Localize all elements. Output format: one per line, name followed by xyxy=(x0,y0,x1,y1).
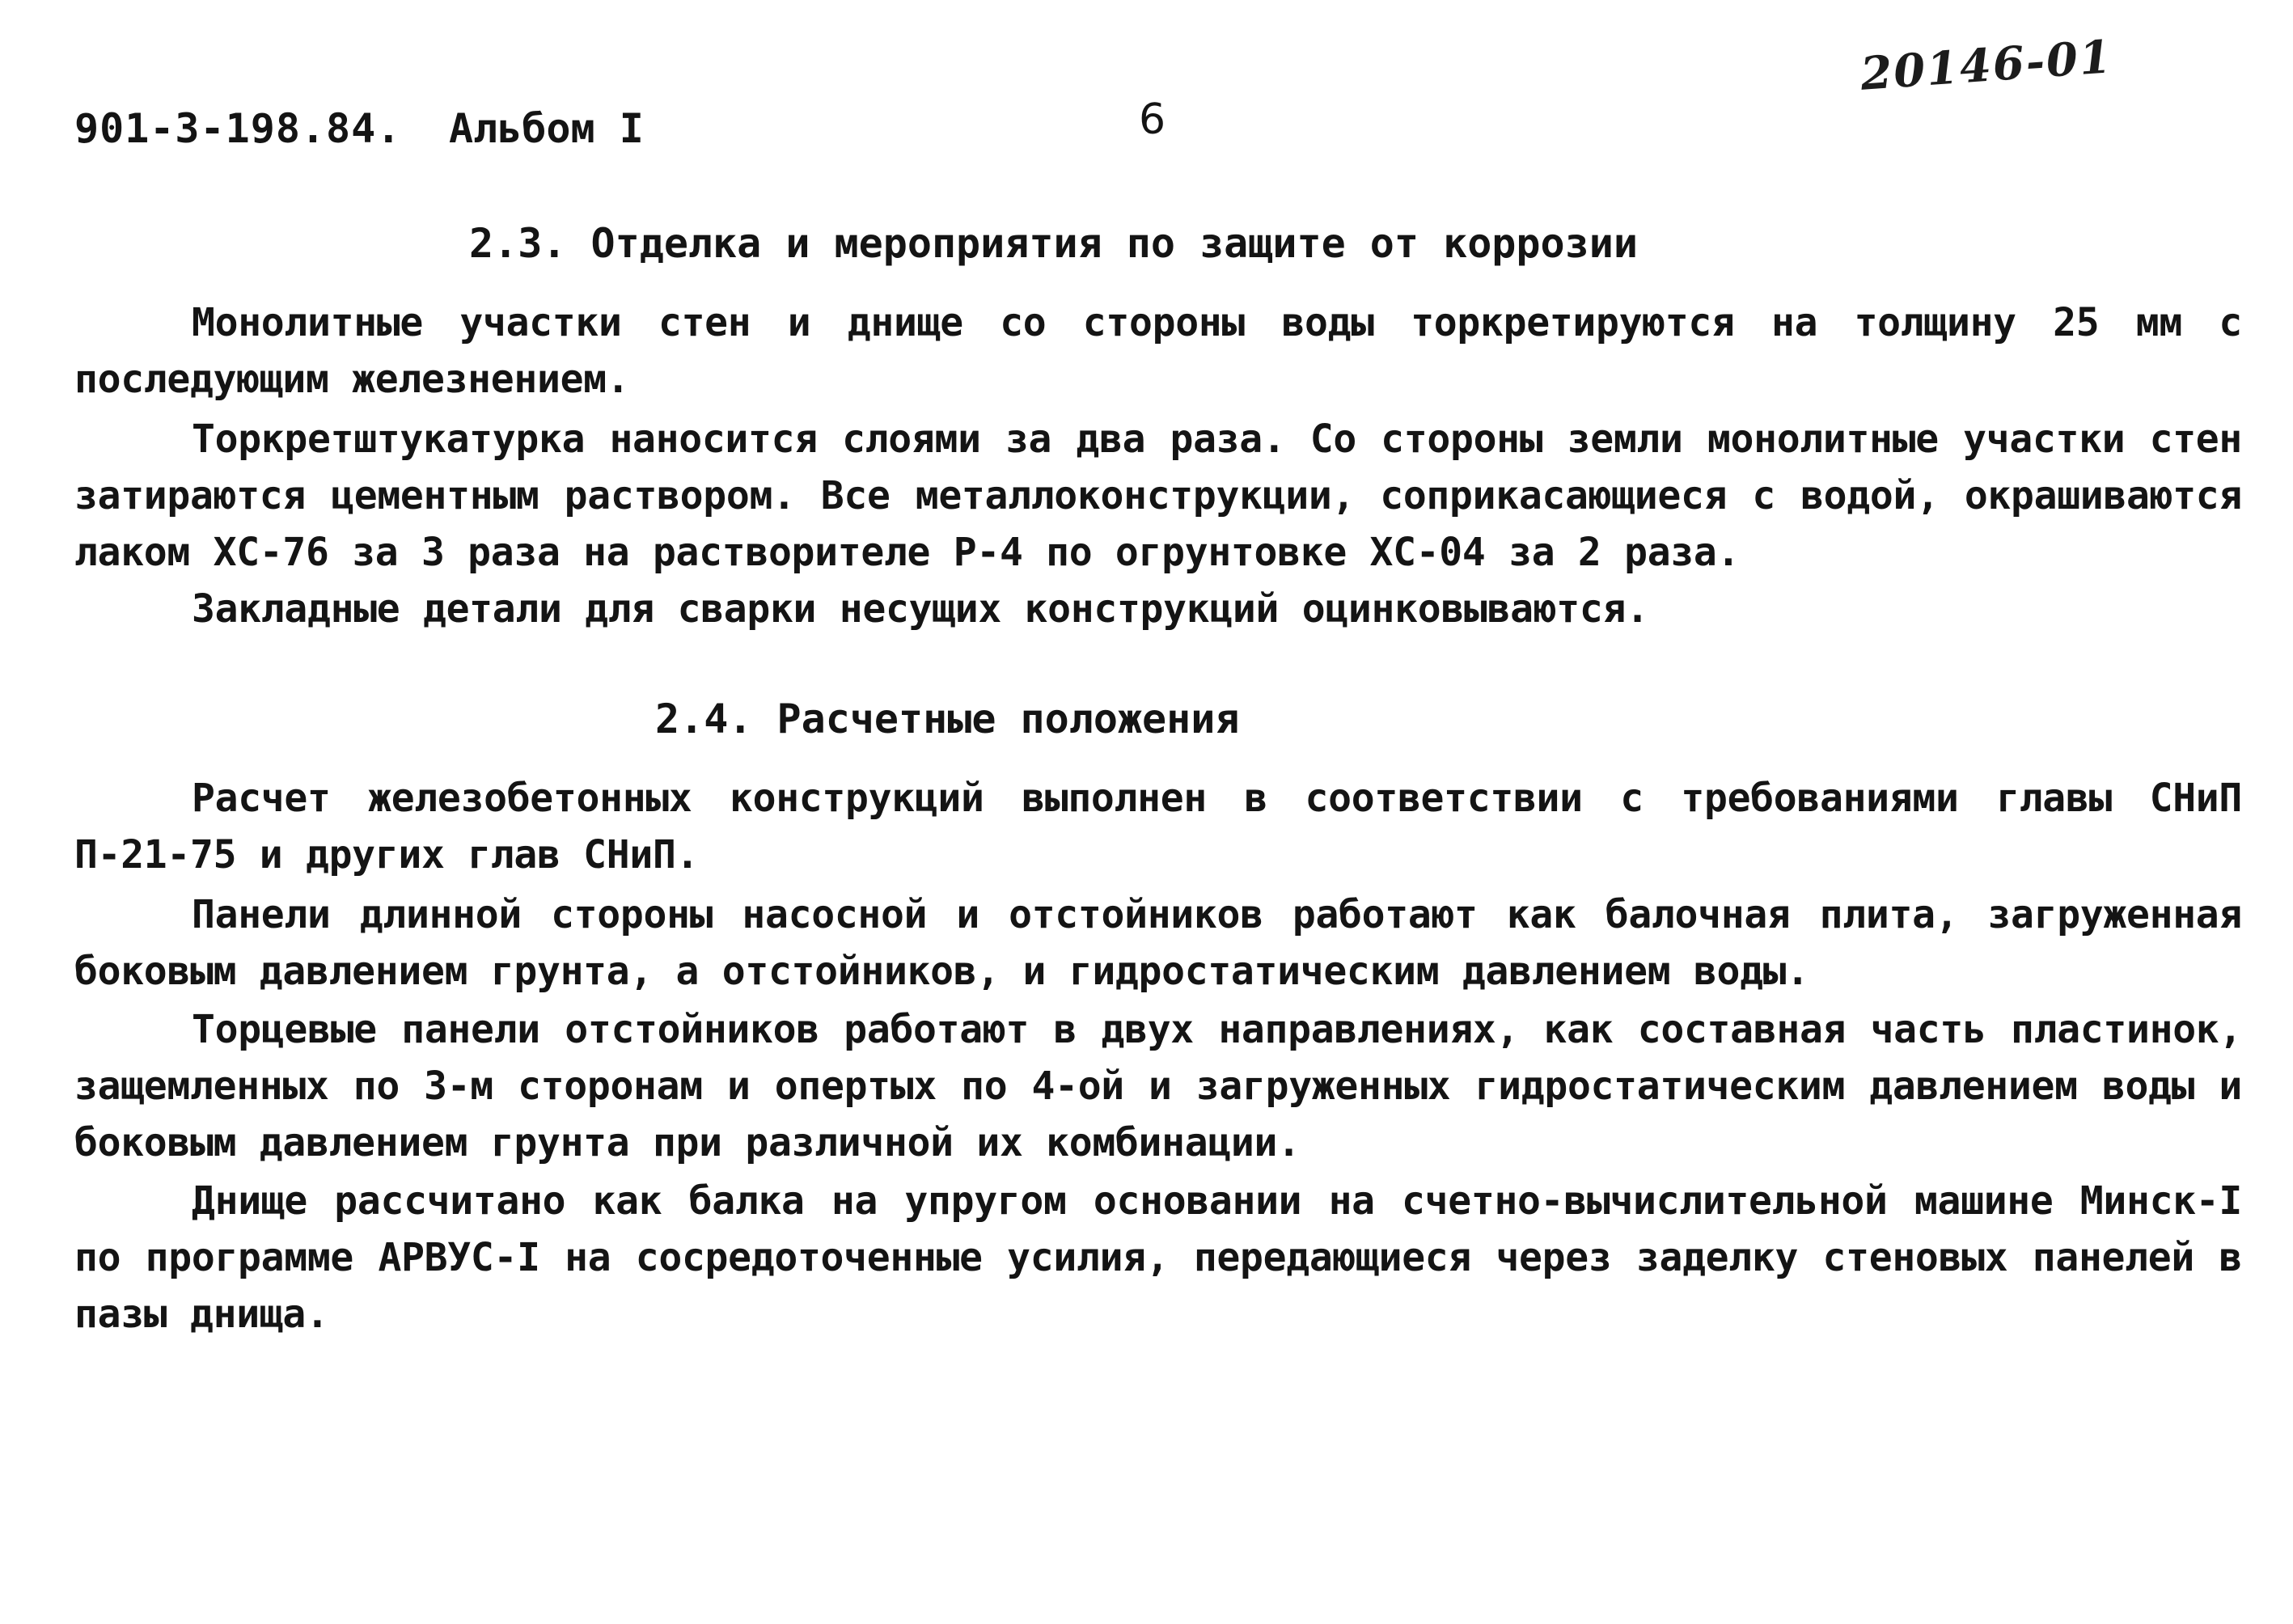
paragraph: Расчет железобетонных конструкций выполнен в соответствии с требованиями главы СНиП П-21-75 и других глав СНиП. xyxy=(74,776,2242,878)
paragraph: Торцевые панели отстойников работают в двух направлениях, как составная часть пластинок, защемленных по 3-м сторонам и опертых по 4-ой и загруженных гидростатическим давлением воды и боковым давлением грунта при различной их комбинации. xyxy=(74,1007,2242,1165)
section-heading-calculation: 2.4. Расчетные положения xyxy=(655,696,1240,742)
paragraph: Закладные детали для сварки несущих конструкций оцинковываются. xyxy=(192,586,1649,632)
paragraph: Днище рассчитано как балка на упругом основании на счетно-вычислительной машине Минск-I по программе АРВУС-I на сосредоточенные усилия, передающиеся через заделку стеновых панелей в пазы днища. xyxy=(74,1178,2242,1337)
document-code: 901-3-198.84. xyxy=(74,105,402,152)
paragraph: Монолитные участки стен и днище со стороны воды торкретируются на толщину 25 мм с последующим железнением. xyxy=(74,300,2242,402)
section-heading-corrosion: 2.3. Отделка и мероприятия по защите от коррозии xyxy=(469,220,1638,267)
page-number: 6 xyxy=(1139,95,1166,144)
paragraph: Торкретштукатурка наносится слоями за два раза. Со стороны земли монолитные участки стен затираются цементным раствором. Все металлоконструкции, соприкасающиеся с водой, окрашиваются лаком ХС-76 за 3 раза на растворителе Р-4 по огрунтовке ХС-04 за 2 раза. xyxy=(74,417,2242,575)
paragraph: Панели длинной стороны насосной и отстойников работают как балочная плита, загруженная боковым давлением грунта, а отстойников, и гидростатическим давлением воды. xyxy=(74,892,2242,994)
handwritten-archive-number: 20146-01 xyxy=(1859,30,2114,101)
album-label: Альбом I xyxy=(449,105,644,152)
